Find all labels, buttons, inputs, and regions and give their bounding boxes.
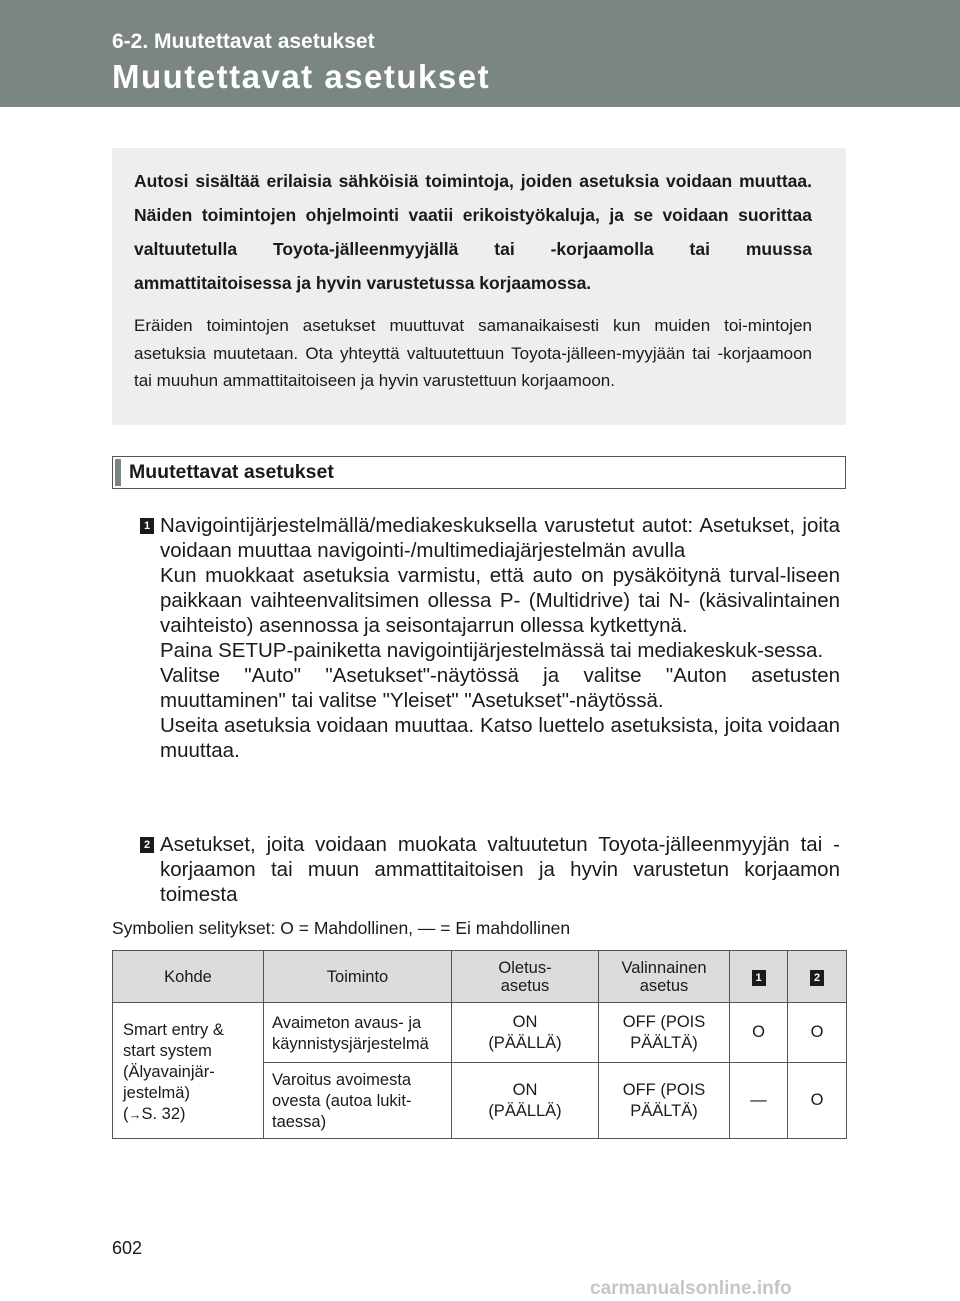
section-label: 6-2. Muutettavat asetukset — [112, 30, 375, 53]
header-oletus — [452, 951, 599, 1003]
header-valinnainen-text: Valinnainen asetus — [621, 958, 707, 995]
item-1-instruction: Paina SETUP-painiketta navigointijärjestelmässä tai mediakeskuk-sessa. — [160, 639, 824, 662]
intro-box — [112, 148, 846, 425]
list-item-2 — [160, 832, 840, 907]
page-reference-link[interactable]: S. 32) — [141, 1105, 186, 1123]
list-item-1 — [160, 513, 840, 763]
kohde-cell — [113, 1003, 264, 1139]
symbol-legend: Symbolien selitykset: O = Mahdollinen, — = Ei mahdollinen — [112, 918, 571, 938]
header-col-2 — [788, 951, 847, 1003]
item-1-title: Navigointijärjestelmällä/mediakeskuksella varustetut autot: Asetukset, joita voidaan muuttaa navigointi-/multimediajärjestelmän avulla — [160, 514, 840, 562]
header-oletus-text: Oletus- asetus — [498, 958, 552, 995]
oletus-value: ON (PÄÄLLÄ) — [488, 1012, 562, 1052]
intro-paragraph: Eräiden toimintojen asetukset muuttuvat samanaikaisesti kun muiden toi-mintojen asetuksia muutetaan. Ota yhteyttä valtuutettuun Toyota-jälleen-myyjään tai -korjaamoon tai muuhun ammattitaitoiseen ja hyvin varustettuun korjaamoon. — [134, 316, 812, 390]
arrow-right-icon: → — [128, 1107, 142, 1122]
kohde-text: Smart entry & start system (Älyavainjär-jestelmä) — [123, 1021, 224, 1102]
page-title: Muutettavat asetukset — [112, 58, 491, 95]
page-number: 602 — [112, 1238, 143, 1258]
valinnainen-value: OFF (POIS PÄÄLTÄ) — [622, 1080, 706, 1120]
oletus-cell — [452, 1003, 599, 1063]
item-2-title: Asetukset, joita voidaan muokata valtuutetun Toyota-jälleenmyyjän tai -korjaamon tai muun ammattitaitoisen ja hyvin varustetun korjaamon toimesta — [160, 833, 840, 906]
item-1-instruction: Kun muokkaat asetuksia varmistu, että auto on pysäköitynä turval-liseen paikkaan vaihteenvalitsimen ollessa P- (Multidrive) tai N- (käsivalintainen vaihteisto) asennossa ja seisontajarrun ollessa kytkettynä. — [160, 564, 840, 637]
number-badge-2: 2 — [810, 970, 824, 986]
item-1-instruction: Useita asetuksia voidaan muuttaa. Katso luettelo asetuksista, joita voidaan muuttaa. — [160, 714, 840, 762]
valinnainen-cell — [599, 1003, 730, 1063]
intro-bold-paragraph: Autosi sisältää erilaisia sähköisiä toimintoja, joiden asetuksia voidaan muuttaa. Näiden toimintojen ohjelmointi vaatii erikoistyökaluja, ja se voidaan suorittaa valtuutetulla Toyota-jälleenmyyjällä tai -korjaamolla tai muussa ammattitaitoisessa ja hyvin varustetussa korjaamossa. — [134, 171, 812, 293]
number-badge-1: 1 — [140, 518, 154, 534]
header-kohde: Kohde — [113, 951, 264, 1003]
col-1-cell: O — [730, 1003, 788, 1063]
section-heading-bar — [115, 459, 121, 486]
number-badge-1: 1 — [752, 970, 766, 986]
header-toiminto: Toiminto — [264, 951, 452, 1003]
item-1-instruction: Valitse "Auto" "Asetukset"-näytössä ja valitse "Auton asetusten muuttaminen" tai valitse "Yleiset" "Asetukset"-näytössä. — [160, 664, 840, 712]
header-valinnainen — [599, 951, 730, 1003]
section-heading — [112, 456, 846, 489]
col-2-cell: O — [788, 1063, 847, 1139]
kohde-open-paren: ( — [123, 1105, 129, 1123]
col-2-cell: O — [788, 1003, 847, 1063]
valinnainen-value: OFF (POIS PÄÄLTÄ) — [622, 1012, 706, 1052]
section-heading-text: Muutettavat asetukset — [129, 461, 334, 483]
toiminto-cell: Avaimeton avaus- ja käynnistysjärjestelmä — [264, 1003, 452, 1063]
header-col-1 — [730, 951, 788, 1003]
oletus-value: ON (PÄÄLLÄ) — [488, 1080, 562, 1120]
table-row — [113, 1003, 847, 1063]
valinnainen-cell — [599, 1063, 730, 1139]
table-header-row — [113, 951, 847, 1003]
watermark: carmanualsonline.info — [590, 1278, 792, 1299]
oletus-cell — [452, 1063, 599, 1139]
settings-table — [112, 950, 847, 1139]
toiminto-cell: Varoitus avoimesta ovesta (autoa lukit-taessa) — [264, 1063, 452, 1139]
number-badge-2: 2 — [140, 837, 154, 853]
chapter-header — [0, 0, 960, 107]
col-1-cell: — — [730, 1063, 788, 1139]
